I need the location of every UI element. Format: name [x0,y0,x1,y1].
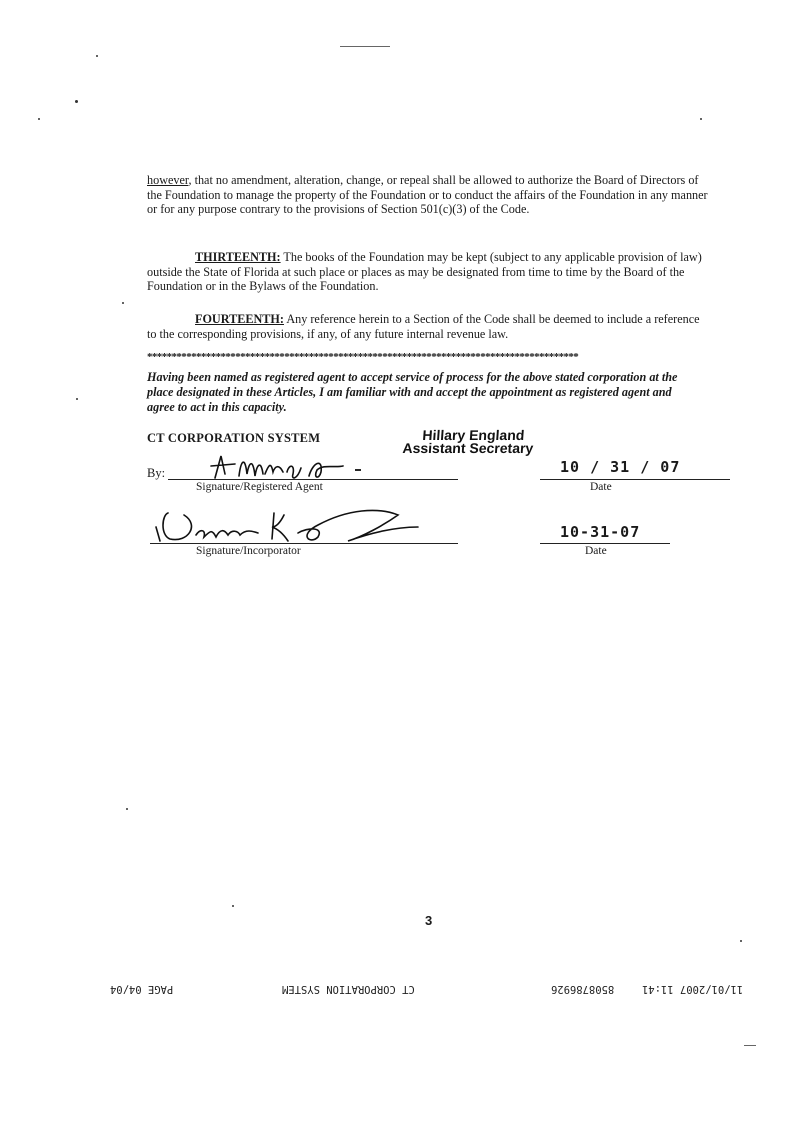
scan-mark-line [340,46,390,47]
paragraph-thirteenth [147,250,712,294]
scan-speck [76,398,78,400]
article-heading-fourteenth: FOURTEENTH: [195,312,284,326]
scan-speck [122,302,124,304]
incorporator-date-label: Date [585,545,607,557]
scan-speck [38,118,40,120]
stamp-name: Hillary England [421,427,525,443]
scan-speck [700,118,702,120]
stamp-title: Assistant Secretary [402,440,534,456]
scan-speck [126,808,128,810]
incorporator-date-handwritten: 10-31-07 [560,523,641,541]
agent-signature-image [205,450,370,482]
paragraph-text: The books of the Foundation may be kept (subject to any applicable provision of law) outside the State of Florida at such place or places as may be designated from time to time by the Board of the Foundation or in the Bylaws of the Foundation. [147,250,702,294]
fax-phone: 8508786926 [551,983,615,995]
asterisk-separator: **************************************************************************************** [147,351,579,363]
scan-speck [96,55,98,57]
incorporator-signature-image [148,505,448,545]
agent-signature-label: Signature/Registered Agent [196,481,323,493]
scan-speck [740,940,742,942]
company-name: CT CORPORATION SYSTEM [147,431,321,445]
agent-date-label: Date [590,481,612,493]
article-heading-thirteenth: THIRTEENTH: [195,250,281,264]
agent-date-line [540,479,730,480]
registered-agent-statement: Having been named as registered agent to accept service of process for the above stated corporation at the place designated in these Articles, I am familiar with and accept the appointment as registered agent and agree to act in this capacity. [147,370,678,414]
paragraph-text: , that no amendment, alteration, change, or repeal shall be allowed to authorize the Board of Directors of the Foundation to manage the property of the Foundation or to conduct the affairs of the Foundation in any manner or for any purpose contrary to the provisions of Section 501(c)(3) of the Code. [147,173,708,217]
by-label: By: [147,466,166,480]
scan-speck [75,100,78,103]
page-number: 3 [425,913,433,928]
incorporator-date-line [540,543,670,544]
paragraph-text: Any reference herein to a Section of the Code shall be deemed to include a reference to the corresponding provisions, if any, of any future internal revenue law. [147,312,700,341]
scan-mark-line [744,1045,756,1046]
agent-date-handwritten: 10 / 31 / 07 [560,458,681,476]
fax-datetime: 11/01/2007 11:41 [642,983,744,995]
paragraph-fourteenth [147,312,712,341]
emphasis-however: however [147,173,189,187]
signer-stamp [402,429,554,455]
incorporator-signature-label: Signature/Incorporator [196,545,301,557]
fax-page: PAGE 04/04 [110,983,174,995]
paragraph-continuation [147,173,712,217]
scan-speck [232,905,234,907]
incorporator-signature-line [150,543,458,544]
fax-sender: CT CORPORATION SYSTEM [282,983,415,995]
